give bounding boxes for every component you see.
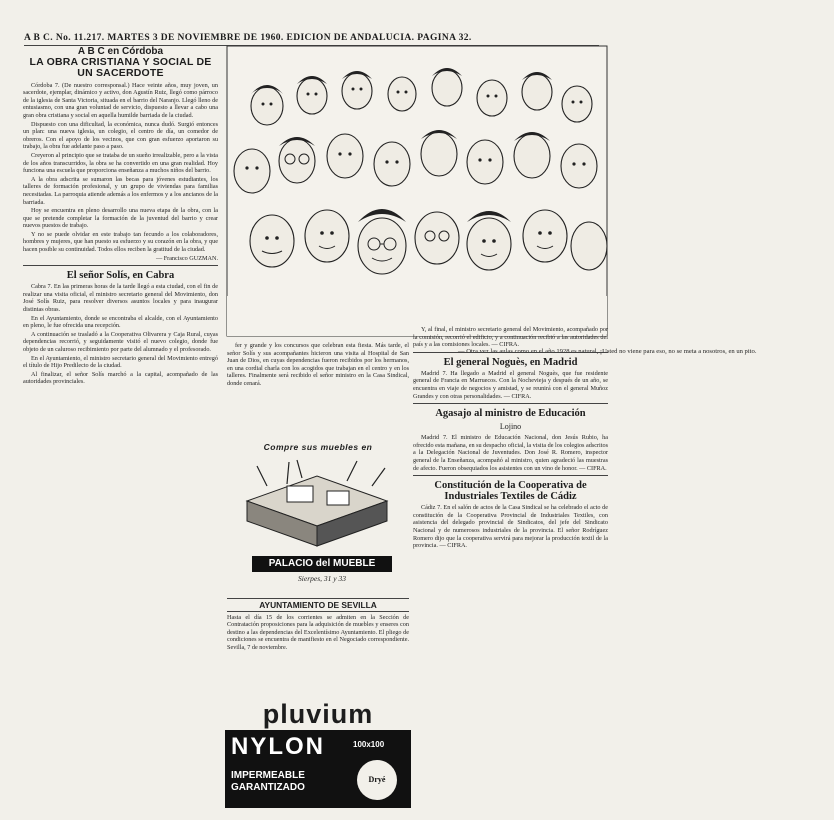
paragraph: Y no se puede olvidar en este trabajo tan fecundo a los colaboradores, hombres y mujeres, que han puesto su esfuerzo y su corazón en la obra, y que hacen posible su continuidad. Todos ellos reciben la gratitud de la ciudad. [23, 230, 218, 254]
headline-solis-cabra: El señor Solís, en Cabra [66, 270, 175, 282]
nylon-block [225, 730, 411, 808]
ad-title: Compre sus muebles en [263, 442, 373, 452]
paragraph: Córdoba 7. (De nuestro corresponsal.) Hace veinte años, muy joven, un sacerdote, ejemplar, dinámico y activo, don Agustín Ruiz, llegó como párroco de la iglesia de Santa Victoria, situada en el barrio del Naranjo. Llegó lleno de entusiasmo, con una gran voluntad de servicio, dispuesto a llevar a cabo una gran obra cristiana y social en aquella humilde barriada de la ciudad. [23, 81, 218, 119]
headline-obra-cristiana: LA OBRA CRISTIANA Y SOCIAL DE UN SACERDOTE [29, 55, 212, 79]
article-column-continuation [227, 342, 409, 438]
garantizado-line: GARANTIZADO [231, 782, 305, 793]
ad-impermeable [231, 770, 305, 794]
paragraph: Creyeron al principio que se trataba de un sueño irrealizable, pero a la vista de los años transcurridos, la obra se ha convertido en una gran realidad. Hoy funciona una escuela que proporciona enseñanza a muchos niños del barrio. [23, 151, 218, 175]
paragraph: A la obra adscrita se sumaron las becas para jóvenes estudiantes, los talleres de formación profesional, y un grupo de viviendas para familias necesitadas. La parroquia atiende además a los enfermos y a los ancianos de la barriada. [23, 175, 218, 206]
crowd-drawing [227, 46, 607, 336]
ad-nylon-text: NYLON [231, 733, 325, 760]
ad-brand-palacio: PALACIO del MUEBLE [252, 556, 392, 572]
paragraph: Hoy se encuentra en pleno desarrollo una nueva etapa de la obra, con la que se pretende completar la formación de la juventud del barrio y crear nuevos puestos de trabajo. [23, 207, 218, 230]
section-label: A B C en Córdoba [77, 46, 164, 57]
paragraph: Y, al final, el ministro secretario general del Movimiento, acompañado por la comisión, recorrió el edificio, y a continuación recibió a las autoridades del país y a las comisiones locales. — CIFRA. [413, 326, 608, 349]
advertisement-palacio-mueble [227, 442, 409, 594]
divider [413, 352, 608, 353]
paragraph: A continuación se trasladó a la Cooperativa Olivarera y Caja Rural, cuyas dependencias recorrió, y seguidamente visitó el nuevo colegio, donde fue objeto de un caluroso recibimiento por parte del alumnado y el profesorado. [23, 330, 218, 353]
paragraph: Madrid 7. Ha llegado a Madrid el general Noguès, que fue residente general de Francia en Marruecos. Con la Nochevieja y después de un año, se encuentra en viaje de negocios y amistad, y se reunirá con el general Muñoz Grandes y con otras personalidades. — CIFRA. [413, 369, 608, 400]
article-column-cordoba [23, 48, 218, 810]
headline-agasajo: Agasajo al ministro de Educación [435, 408, 586, 420]
advertisement-pluvium [225, 700, 411, 808]
headline-agasajo-sub: Lojino [499, 422, 522, 432]
ad-100x100: 100x100 [353, 740, 385, 749]
headline-cooperativa: Constitución de la Cooperativa de Industriales Textiles de Cádiz [434, 480, 587, 503]
paragraph: En el Ayuntamiento, el ministro secretario general del Movimiento entregó el título de Hijo Predilecto de la ciudad. [23, 354, 218, 370]
cartoon-caption: — Otra vez las aulas como en el año 1928 es natural, ¡Usted no viene para eso, no se meta a nosotros, en un pito. [458, 348, 757, 355]
article-column-right [413, 326, 608, 810]
notice-body: Hasta el día 15 de los corrientes se admiten en la Sección de Contratación proposiciones para la adquisición de muebles y enseres con destino a las dependencias del Excelentísimo Ayuntamiento. El pliego de condiciones se encuentra de manifiesto en el Negociado correspondiente. Sevilla, 7 de noviembre. [227, 614, 409, 651]
ad-brand-pluvium: pluvium [262, 699, 374, 729]
paragraph: En el Ayuntamiento, donde se encontraba el alcalde, con el Ayuntamiento en pleno, le fue ofrecida una recepción. [23, 314, 218, 330]
divider [413, 475, 608, 476]
headline-nogues: El general Noguès, en Madrid [443, 356, 578, 368]
furniture-illustration [227, 456, 409, 556]
ad-seal-icon: Dryé [357, 760, 397, 800]
page-header: A B C. No. 11.217. MARTES 3 DE NOVIEMBRE DE 1960. EDICION DE ANDALUCIA. PAGINA 32. [24, 33, 599, 46]
paragraph: Cádiz 7. En el salón de actos de la Casa Sindical se ha celebrado el acto de constitución de la Cooperativa Provincial de Industriales Textiles, con asistencia del delegado provincial de Sindicatos, del jefe del Sindicato Nacional y de numerosos industriales de la provincia. El señor Rodríguez Romero dijo que la cooperativa servirá para mejorar la producción textil de la provincia. — CIFRA. [413, 504, 608, 550]
paragraph: Madrid 7. El ministro de Educación Nacional, don Jesús Rubio, ha ofrecido esta mañana, en su despacho oficial, la visita de los colegios adscritos a la Delegación Nacional de Juventudes. Don José R. Romero, inspector general de la Enseñanza, acompañó al ministro, quien agradeció las muestras de afecto. Fueron obsequiados los asistentes con un vino de honor. — CIFRA. [413, 434, 608, 472]
divider [413, 403, 608, 404]
ayuntamiento-notice [227, 598, 409, 696]
ad-address: Sierpes, 31 y 33 [298, 574, 346, 583]
paragraph: Dispuesto con una dificultad, la económica, nunca dudó. Surgió entonces un plan: una nueva iglesia, un colegio, el centro de día, un comedor de obreros. Con el apoyo de los vecinos, que con gran esfuerzo aportaron su trabajo, la obra fue adelante paso a paso. [23, 120, 218, 151]
byline: — Francisco GUZMAN. [155, 254, 218, 262]
divider [23, 265, 218, 266]
paragraph: Cabra 7. En las primeras horas de la tarde llegó a esta ciudad, con el fin de realizar una visita oficial, el ministro secretario general del Movimiento, don José Solís Ruiz, para resolver diversos asuntos locales y para inaugurar distintas obras. [23, 283, 218, 314]
paragraph: Al finalizar, el señor Solís marchó a la capital, acompañado de las autoridades provinciales. [23, 370, 218, 386]
notice-title: AYUNTAMIENTO DE SEVILLA [227, 598, 409, 612]
paragraph: fer y grande y los concursos que celebran esta fiesta. Más tarde, el señor Solís y sus acompañantes hicieron una visita al Hospital de San Juan de Dios, en cuyas dependencias fueron recibidos por los hermanos, en una cordial charla con los acogidos que trabajan en el centro y en los talleres. Finalmente será recibido el señor ministro en la Casa Sindical, donde cenará. [227, 342, 409, 387]
impermeable-line: IMPERMEABLE [231, 770, 305, 781]
